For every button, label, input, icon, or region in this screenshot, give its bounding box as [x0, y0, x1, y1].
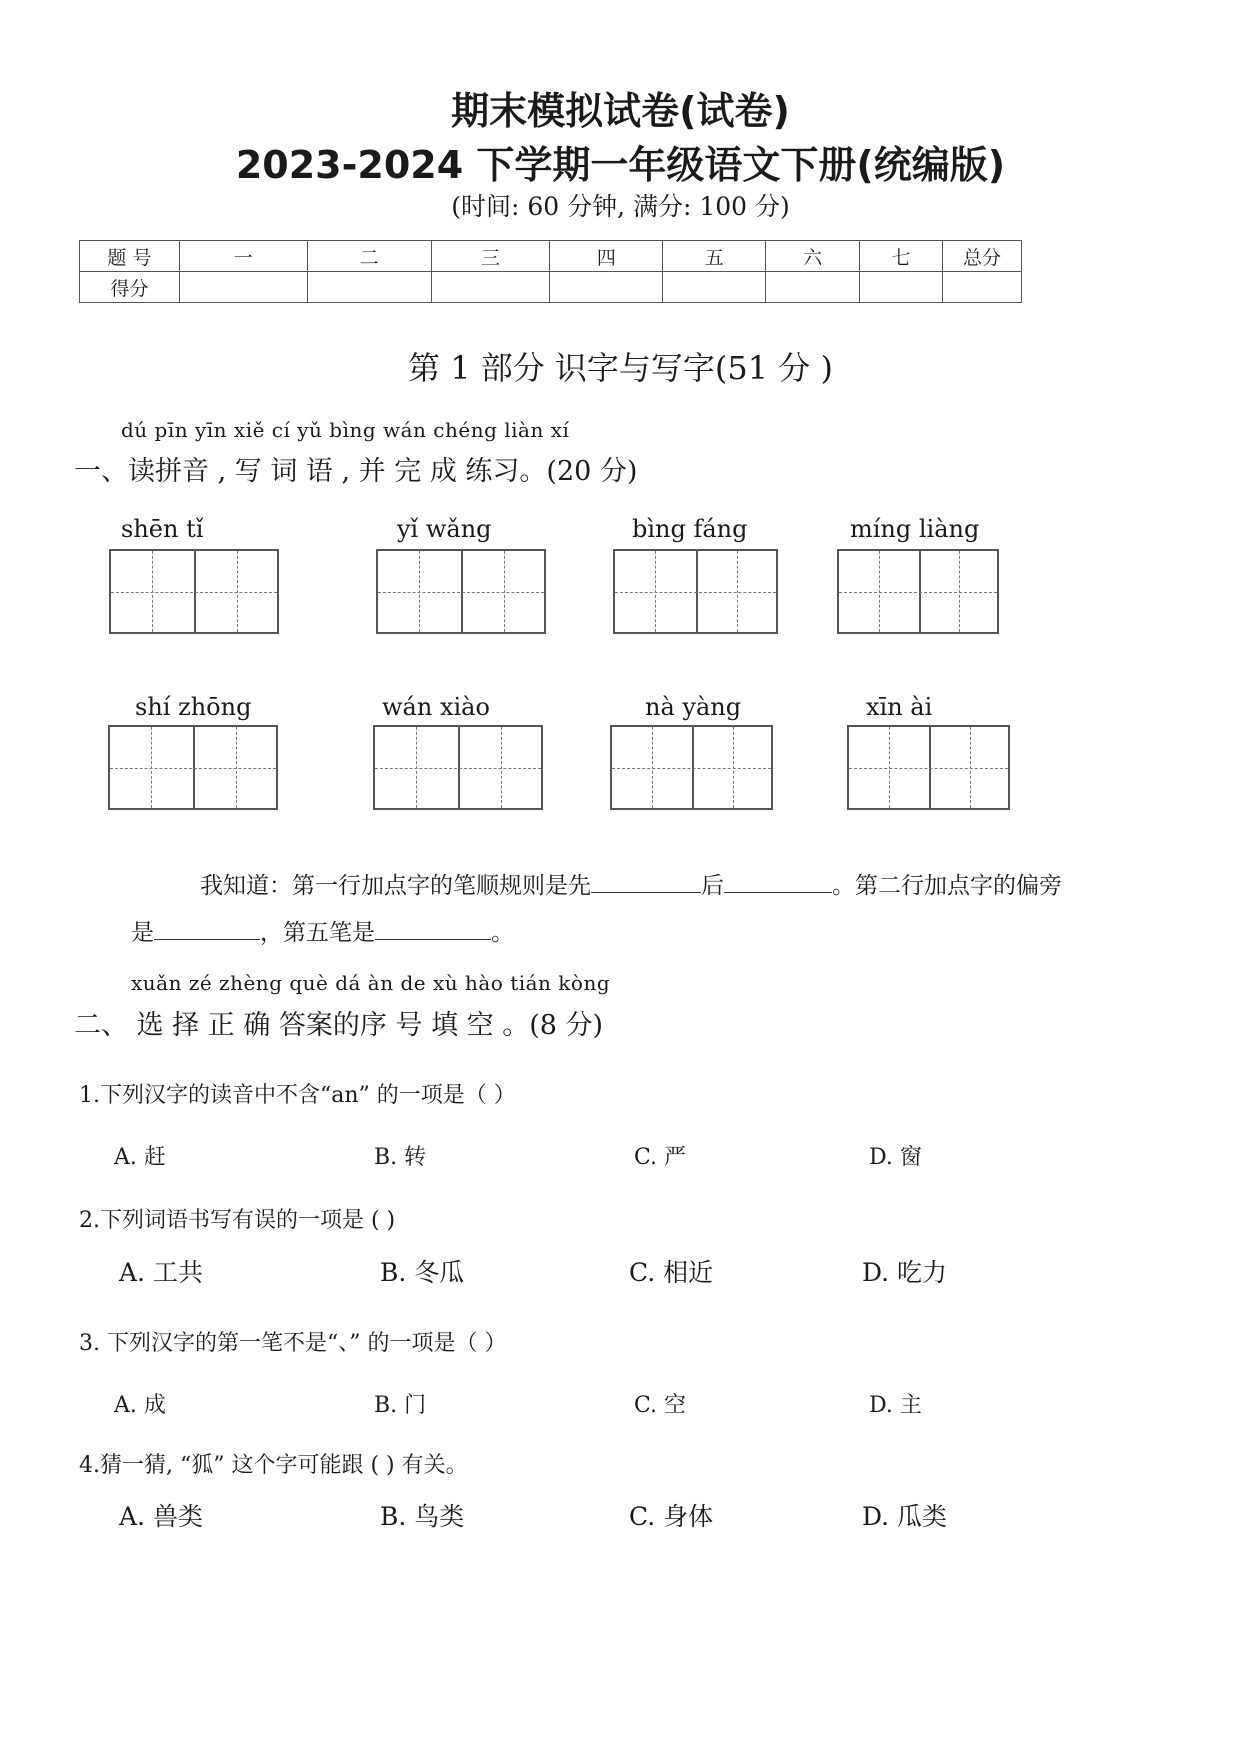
score-header-cell: 总分 — [943, 241, 1022, 272]
word-pinyin: míng liàng — [850, 515, 980, 543]
q1-heading-pinyin: dú pīn yīn xiě cí yǔ bìng wán chéng liàn xí — [121, 418, 570, 442]
mc-option-c[interactable]: C. 身体 — [629, 1502, 714, 1531]
mc-option-d[interactable]: D. 吃力 — [862, 1258, 948, 1287]
writing-grid[interactable] — [613, 549, 778, 634]
score-table-header-row — [80, 241, 1022, 272]
knowledge-line-2 — [131, 914, 514, 947]
mc-option-c[interactable]: C. 相近 — [629, 1258, 714, 1287]
mc-option-a[interactable]: A. 成 — [114, 1393, 166, 1418]
exam-subtitle: 2023-2024 下学期一年级语文下册(统编版) — [235, 143, 1006, 187]
writing-grid[interactable] — [373, 725, 543, 810]
writing-grid[interactable] — [837, 549, 999, 634]
word-pinyin: nà yàng — [645, 693, 742, 721]
score-cell[interactable] — [179, 272, 307, 303]
q2-heading: 二、 选 择 正 确 答案的序 号 填 空 。(8 分) — [74, 1010, 604, 1041]
writing-grid[interactable] — [376, 549, 546, 634]
mc-option-d[interactable]: D. 主 — [869, 1393, 922, 1418]
mc-option-b[interactable]: B. 鸟类 — [380, 1502, 465, 1531]
mc-option-a[interactable]: A. 工共 — [119, 1258, 203, 1287]
score-header-cell: 五 — [663, 241, 766, 272]
score-header-cell: 三 — [431, 241, 550, 272]
mc-option-c[interactable]: C. 空 — [634, 1393, 687, 1418]
score-cell[interactable] — [307, 272, 431, 303]
word-pinyin: wán xiào — [382, 693, 490, 721]
mc-question: 2.下列词语书写有误的一项是 ( ) — [79, 1208, 396, 1233]
word-pinyin: xīn ài — [866, 693, 933, 721]
mc-option-b[interactable]: B. 转 — [374, 1145, 427, 1170]
q1-heading: 一、读拼音 , 写 词 语 , 并 完 成 练习。(20 分) — [74, 456, 638, 487]
mc-option-c[interactable]: C. 严 — [634, 1145, 687, 1170]
score-cell[interactable] — [860, 272, 943, 303]
mc-option-d[interactable]: D. 瓜类 — [862, 1502, 948, 1531]
writing-grid[interactable] — [610, 725, 773, 810]
word-pinyin: bìng fáng — [632, 515, 748, 543]
knowledge-text: ，第五笔是 — [260, 920, 375, 946]
score-cell[interactable] — [943, 272, 1022, 303]
answer-blank[interactable] — [591, 872, 701, 893]
knowledge-text: 。第二行加点字的偏旁 — [832, 873, 1062, 899]
section-1-title: 第 1 部分 识字与写字(51 分 ) — [408, 349, 833, 387]
answer-blank[interactable] — [375, 919, 491, 940]
mc-option-b[interactable]: B. 冬瓜 — [380, 1258, 465, 1287]
score-table-score-row — [80, 272, 1022, 303]
mc-option-b[interactable]: B. 门 — [374, 1393, 427, 1418]
answer-blank[interactable] — [154, 919, 260, 940]
mc-question: 3. 下列汉字的第一笔不是“、” 的一项是（ ） — [79, 1331, 507, 1356]
exam-time-info: (时间: 60 分钟, 满分: 100 分) — [451, 192, 790, 221]
mc-question: 4.猜一猜, “狐” 这个字可能跟 ( ) 有关。 — [79, 1453, 468, 1478]
score-header-cell: 一 — [179, 241, 307, 272]
score-header-cell: 六 — [766, 241, 860, 272]
mc-question: 1.下列汉字的读音中不含“an” 的一项是（ ） — [79, 1083, 516, 1108]
knowledge-line-1 — [200, 867, 1062, 900]
score-header-cell: 题 号 — [80, 241, 180, 272]
score-cell[interactable] — [766, 272, 860, 303]
score-cell[interactable] — [663, 272, 766, 303]
writing-grid[interactable] — [108, 725, 278, 810]
word-pinyin: shí zhōng — [135, 693, 252, 721]
score-header-cell: 二 — [307, 241, 431, 272]
score-row-label: 得分 — [80, 272, 180, 303]
knowledge-text: 我知道：第一行加点字的笔顺规则是先 — [200, 873, 591, 899]
score-cell[interactable] — [431, 272, 550, 303]
writing-grid[interactable] — [847, 725, 1010, 810]
score-cell[interactable] — [550, 272, 663, 303]
score-table — [79, 240, 1022, 303]
mc-option-a[interactable]: A. 兽类 — [119, 1502, 203, 1531]
word-pinyin: shēn tǐ — [121, 515, 204, 543]
mc-option-a[interactable]: A. 赶 — [114, 1145, 166, 1170]
knowledge-text: 后 — [701, 873, 724, 899]
q2-heading-pinyin: xuǎn zé zhèng què dá àn de xù hào tián kòng — [131, 971, 611, 995]
score-header-cell: 四 — [550, 241, 663, 272]
exam-title: 期末模拟试卷(试卷) — [451, 89, 790, 133]
word-pinyin: yǐ wǎng — [397, 515, 492, 543]
writing-grid[interactable] — [109, 549, 279, 634]
mc-option-d[interactable]: D. 窗 — [869, 1145, 922, 1170]
knowledge-text: 是 — [131, 920, 154, 946]
knowledge-text: 。 — [491, 920, 514, 946]
score-header-cell: 七 — [860, 241, 943, 272]
answer-blank[interactable] — [724, 872, 832, 893]
